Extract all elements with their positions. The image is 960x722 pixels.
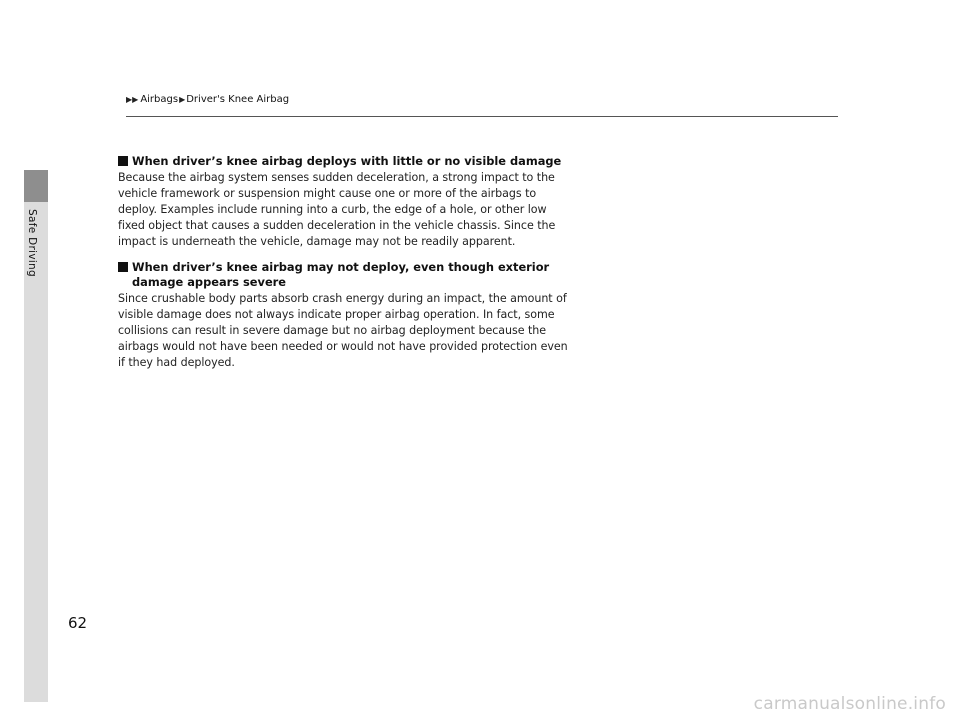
double-arrow-icon: ▶▶ (126, 95, 139, 104)
section-no-visible-damage (118, 154, 568, 250)
arrow-right-icon: ▶ (179, 95, 186, 104)
side-tab-rail (24, 202, 48, 702)
square-bullet-icon (118, 156, 128, 166)
side-tab-label: Safe Driving (26, 209, 38, 277)
side-tab-marker (24, 170, 48, 202)
section-heading-text: When driver’s knee airbag may not deploy, even though exterior damage appears severe (132, 259, 550, 289)
breadcrumb-item-airbags[interactable]: Airbags (140, 94, 179, 105)
header-divider (126, 116, 838, 117)
section-body: Because the airbag system senses sudden deceleration, a strong impact to the vehicle framework or suspension might cause one or more of the airbags to deploy. Examples include running into a curb, the edge of a hole, or other low fixed object that causes a sudden deceleration in the vehicle chassis. Since the impact is underneath the vehicle, damage may not be readily apparent. (118, 170, 556, 248)
breadcrumb (126, 94, 289, 105)
page-number: 62 (68, 614, 88, 632)
section-heading (118, 154, 568, 170)
watermark: carmanualsonline.info (753, 694, 946, 714)
section-heading-text: When driver’s knee airbag deploys with little or no visible damage (132, 154, 562, 168)
main-content (118, 154, 568, 381)
section-body: Since crushable body parts absorb crash energy during an impact, the amount of visible damage does not always indicate proper airbag operation. In fact, some collisions can result in severe damage but no airbag deployment because the airbags would not have been needed or would not have provided protection even if they had deployed. (118, 291, 568, 369)
breadcrumb-item-knee-airbag[interactable]: Driver's Knee Airbag (186, 94, 290, 105)
section-heading (118, 260, 568, 291)
section-may-not-deploy (118, 260, 568, 371)
square-bullet-icon (118, 262, 128, 272)
